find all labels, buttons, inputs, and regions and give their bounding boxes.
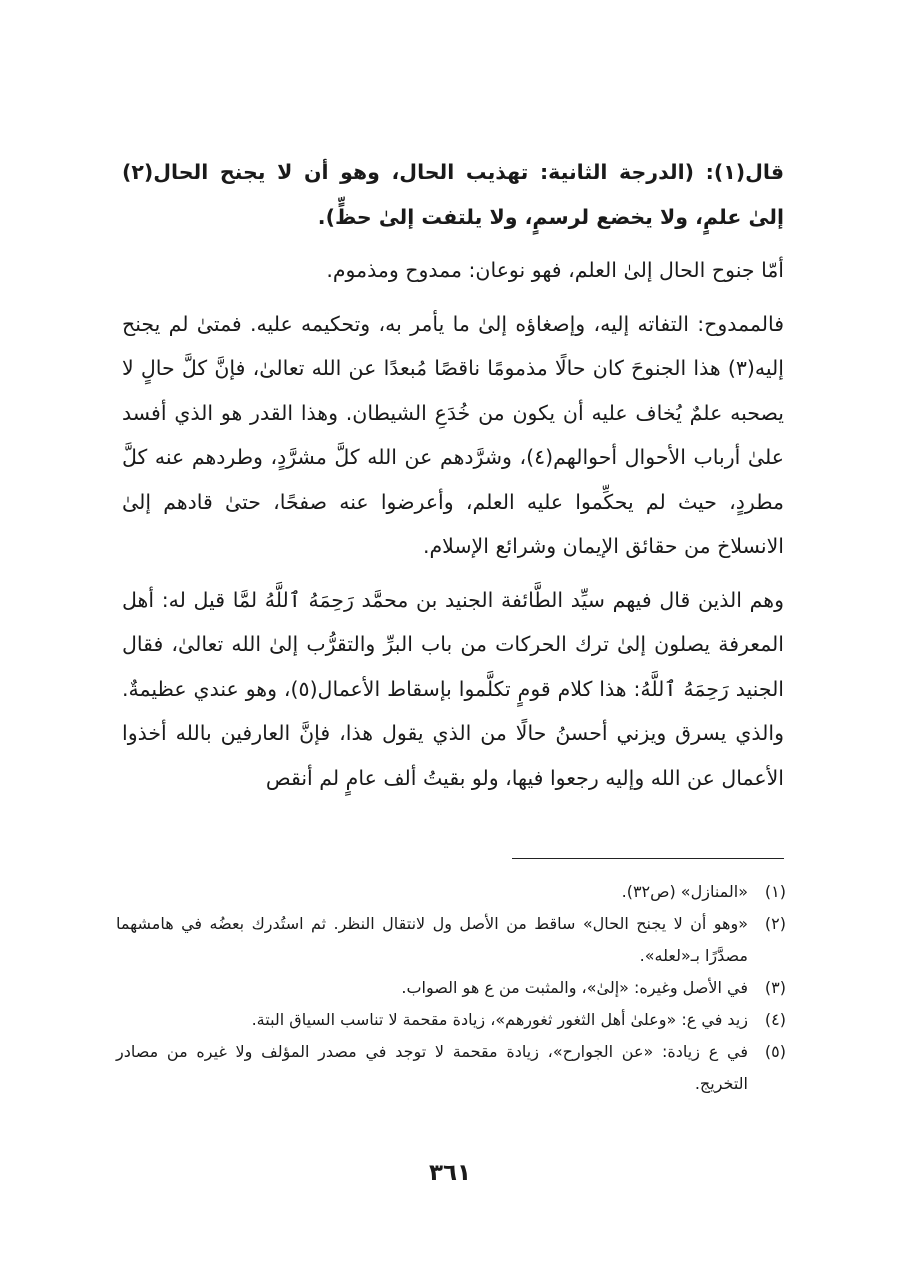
footnote-number: (٣) — [764, 978, 786, 997]
footnote — [116, 1004, 786, 1036]
paragraph: وهم الذين قال فيهم سيِّد الطَّائفة الجنيد بن محمَّد رَحِمَهُ ٱللَّهُ لمَّا قيل له: أهل المعرفة يصلون إلىٰ ترك الحركات من باب البرِّ والتقرُّب إلىٰ الله تعالىٰ، فقال الجنيد رَحِمَهُ ٱللَّهُ: هذا كلام قومٍ تكلَّموا بإسقاط الأعمال(٥)، وهو عندي عظيمةٌ. والذي يسرق ويزني أحسنُ حالًا من الذي يقول هذا، فإنَّ العارفين بالله أخذوا الأعمال عن الله وإليه رجعوا فيها، ولو بقيتُ ألف عامٍ لم أنقص — [122, 587, 785, 790]
main-text — [122, 150, 784, 800]
quote-text: : (الدرجة الثانية: تهذيب الحال، وهو أن لا يجنح الحال(٢) إلىٰ علمٍ، ولا يخضع لرسمٍ، ولا يلتفت إلىٰ حظٍّ). — [122, 160, 784, 229]
footnote-number: (٢) — [764, 914, 786, 933]
footnote-number: (٥) — [764, 1042, 786, 1061]
quote-prefix: قال — [745, 160, 784, 184]
paragraph: فالممدوح: التفاته إليه، وإصغاؤه إلىٰ ما يأمر به، وتحكيمه عليه. فمتىٰ لم يجنح إليه(٣) هذا الجنوحَ كان حالًا مذمومًا ناقصًا مُبعدًا عن الله تعالىٰ، فإنَّ كلَّ حالٍ لا يصحبه علمٌ يُخاف عليه أن يكون من خُدَعِ الشيطان. وهذا القدر هو الذي أفسد علىٰ أرباب الأحوال أحوالهم(٤)، وشرَّدهم عن الله كلَّ مشرَّدٍ، وطردهم عنه كلَّ مطردٍ، حيث لم يحكِّموا عليه العلم، وأعرضوا عنه صفحًا، حتىٰ قادهم إلىٰ الانسلاخ من حقائق الإيمان وشرائع الإسلام. — [122, 311, 784, 558]
footnote — [116, 972, 786, 1004]
footnote — [116, 908, 786, 972]
footnote-number: (٤) — [764, 1010, 786, 1029]
footnote-text: في ع زيادة: «عن الجوارح»، زيادة مقحمة لا توجد في مصدر المؤلف ولا غيره من مصادر التخريج. — [116, 1042, 748, 1093]
paragraph: أمّا جنوح الحال إلىٰ العلم، فهو نوعان: ممدوح ومذموم. — [326, 258, 784, 282]
footnotes — [116, 876, 786, 1100]
page-number: ٣٦١ — [428, 1160, 472, 1186]
footnote-text: زيد في ع: «وعلىٰ أهل الثغور ثغورهم»، زيادة مقحمة لا تناسب السياق البتة. — [251, 1010, 748, 1029]
footnote-text: «المنازل» (ص٣٢). — [621, 882, 748, 901]
footnote — [116, 876, 786, 908]
footnote-text: في الأصل وغيره: «إلىٰ»، والمثبت من ع هو الصواب. — [401, 978, 748, 997]
footnote-ref: (١) — [713, 160, 746, 184]
footnote-divider — [512, 858, 784, 859]
footnote-number: (١) — [764, 882, 786, 901]
footnote — [116, 1036, 786, 1100]
footnote-text: «وهو أن لا يجنح الحال» ساقط من الأصل ول لانتقال النظر. ثم استُدرك بعضُه في هامشهما مصدَّرًا بـ«لعله». — [116, 914, 748, 965]
quoted-passage — [122, 150, 784, 239]
